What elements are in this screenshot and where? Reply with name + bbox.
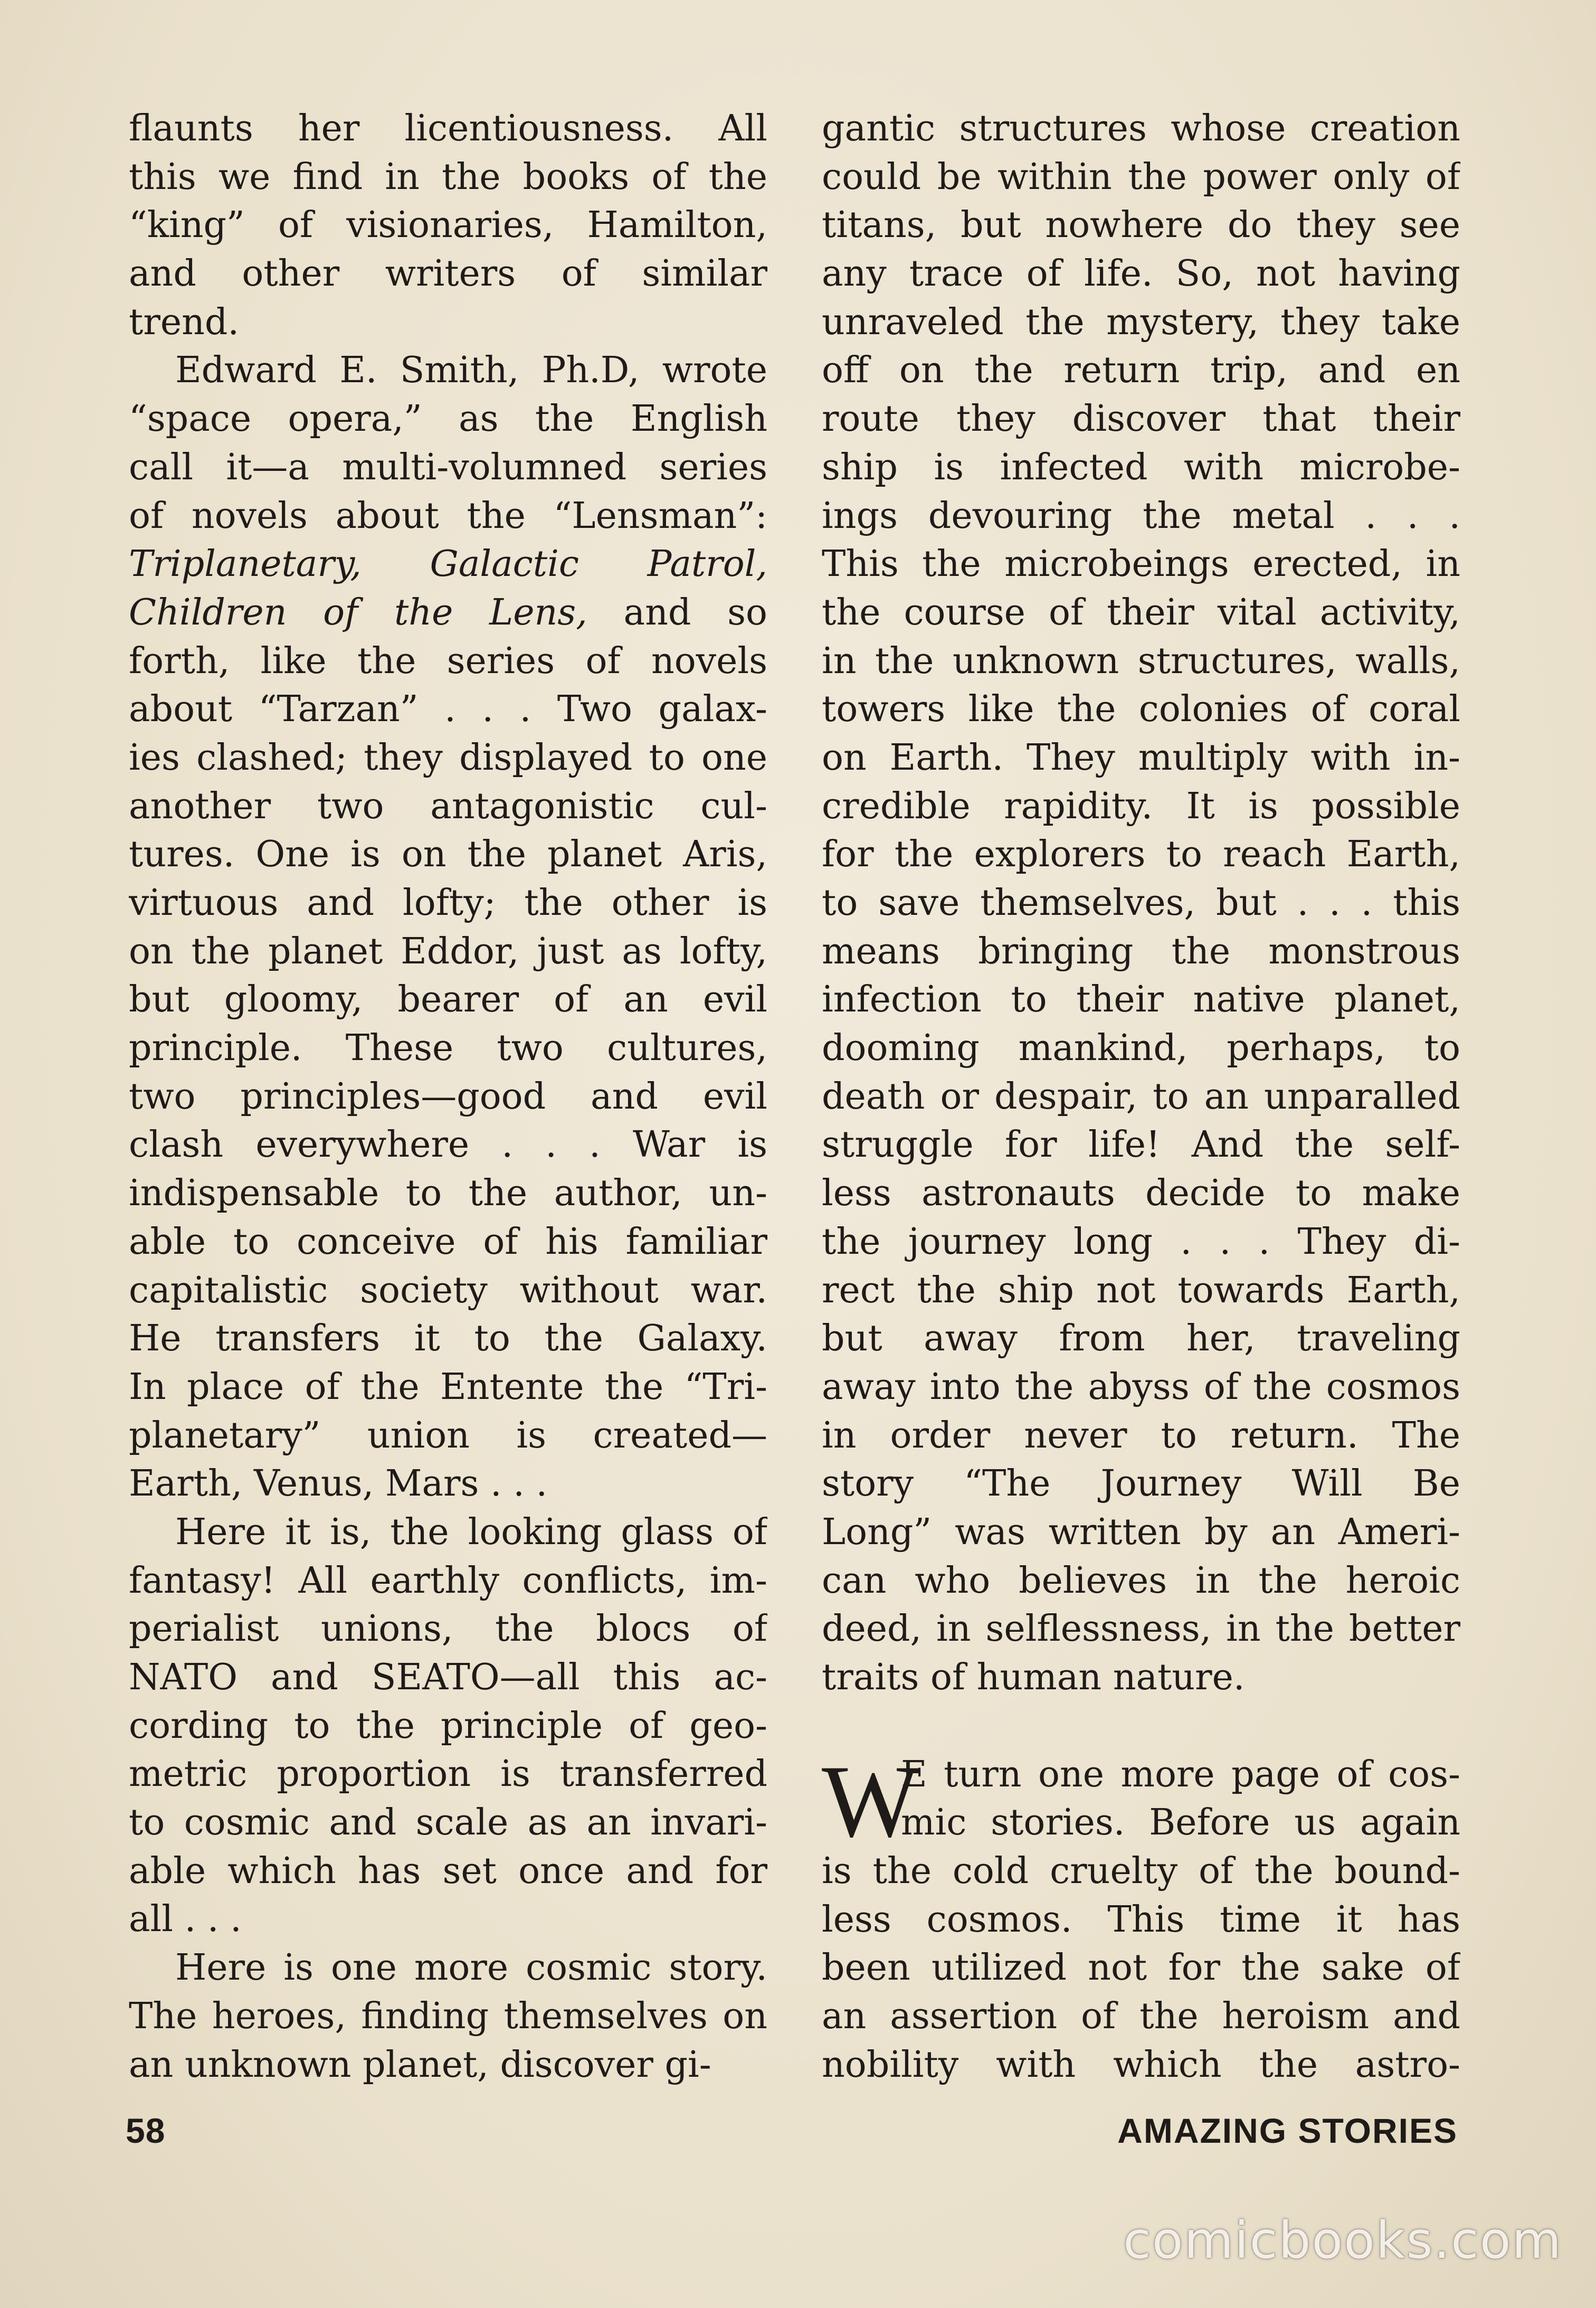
text-line: In place of the Entente the “Tri-: [129, 1366, 767, 1408]
right-text-column: [822, 105, 1460, 2089]
text-line: perialist unions, the blocs of: [129, 1608, 767, 1650]
magazine-title-footer: AMAZING STORIES: [1117, 2111, 1458, 2150]
text-line: off on the return trip, and en: [822, 349, 1460, 392]
text-line: flaunts her licentiousness. All: [129, 108, 767, 149]
text-line: can who believes in the heroic: [822, 1559, 1460, 1602]
text-line: The heroes, finding themselves on: [129, 1995, 767, 2037]
text-line: story “The Journey Will Be: [822, 1463, 1460, 1505]
text-line: able to conceive of his familiar: [129, 1221, 767, 1263]
text-line: planetary” union is created—: [129, 1414, 767, 1456]
text-line: away into the abyss of the cosmos: [822, 1366, 1460, 1408]
text-line: titans, but nowhere do they see: [822, 204, 1460, 247]
text-line: able which has set once and for: [129, 1850, 767, 1892]
text-line: NATO and SEATO—all this ac-: [129, 1657, 767, 1698]
text-line: towers like the colonies of coral: [822, 688, 1460, 731]
text-line: the course of their vital activity,: [822, 591, 1460, 633]
text-line: route they discover that their: [822, 398, 1460, 440]
text-line: but gloomy, bearer of an evil: [129, 979, 767, 1021]
text-line: indispensable to the author, un-: [129, 1172, 767, 1215]
text-line: on the planet Eddor, just as lofty,: [129, 930, 767, 972]
text-line: fantasy! All earthly conflicts, im-: [129, 1559, 767, 1602]
text-line: nobility with which the astro-: [822, 2044, 1460, 2086]
text-line: call it—a multi-volumned series: [129, 446, 767, 488]
text-line: principle. These two cultures,: [129, 1027, 767, 1070]
text-line: could be within the power only of: [822, 156, 1460, 198]
text-line: the journey long . . . They di-: [822, 1221, 1460, 1263]
text-line: for the explorers to reach Earth,: [822, 834, 1460, 876]
text-line: traits of human nature.: [822, 1657, 1245, 1698]
text-line: mic stories. Before us again: [901, 1802, 1460, 1844]
text-line: about “Tarzan” . . . Two galax-: [129, 688, 767, 731]
text-line: forth, like the series of novels: [129, 640, 767, 682]
text-line: trend.: [129, 301, 240, 343]
text-line: clash everywhere . . . War is: [129, 1124, 767, 1166]
text-line: less astronauts decide to make: [822, 1172, 1460, 1215]
text-line: been utilized not for the sake of: [822, 1947, 1460, 1989]
text-line: credible rapidity. It is possible: [822, 785, 1460, 827]
text-line: and other writers of similar: [129, 253, 767, 295]
drop-cap-letter: W: [822, 1744, 919, 1859]
text-line: Long” was written by an Ameri-: [822, 1511, 1460, 1553]
text-line: an unknown planet, discover gi-: [129, 2044, 711, 2086]
text-line: less cosmos. This time it has: [822, 1898, 1460, 1941]
text-line: any trace of life. So, not having: [822, 253, 1460, 295]
text-line: in the unknown structures, walls,: [822, 640, 1460, 682]
section-two: [822, 1744, 1460, 2089]
text-line: He transfers it to the Galaxy.: [129, 1318, 767, 1360]
text-line: ies clashed; they displayed to one: [129, 736, 767, 779]
text-line: unraveled the mystery, they take: [822, 301, 1460, 343]
text-line: Triplanetary, Galactic Patrol,: [129, 543, 767, 585]
text-line: E turn one more page of cos-: [901, 1753, 1460, 1795]
text-line: gantic structures whose creation: [822, 108, 1460, 149]
text-line: Children of the Lens, and so: [129, 591, 767, 633]
text-line: Here it is, the looking glass of: [175, 1511, 767, 1553]
text-line: but away from her, traveling: [822, 1318, 1460, 1360]
text-line: infection to their native planet,: [822, 979, 1460, 1021]
text-line: tures. One is on the planet Aris,: [129, 834, 767, 876]
text-line: Here is one more cosmic story.: [175, 1947, 767, 1989]
text-line: ings devouring the metal . . .: [822, 495, 1460, 537]
text-line: means bringing the monstrous: [822, 930, 1460, 972]
left-text-column: [129, 105, 767, 2089]
text-line: cording to the principle of geo-: [129, 1705, 767, 1747]
text-line: capitalistic society without war.: [129, 1269, 767, 1311]
watermark: comicbooks.com: [1123, 2211, 1562, 2270]
text-line: struggle for life! And the self-: [822, 1124, 1460, 1166]
text-line: death or despair, to an unparalled: [822, 1075, 1460, 1118]
text-line: another two antagonistic cul-: [129, 785, 767, 827]
text-line: to save themselves, but . . . this: [822, 882, 1460, 924]
text-line: of novels about the “Lensman”:: [129, 495, 767, 537]
page-number: 58: [126, 2111, 166, 2150]
text-line: two principles—good and evil: [129, 1075, 767, 1118]
text-line: “king” of visionaries, Hamilton,: [129, 204, 767, 247]
text-line: Earth, Venus, Mars . . .: [129, 1463, 548, 1505]
text-line: ship is infected with microbe-: [822, 446, 1460, 488]
text-line: in order never to return. The: [822, 1414, 1460, 1456]
text-line: Edward E. Smith, Ph.D, wrote: [175, 349, 767, 392]
text-line: virtuous and lofty; the other is: [129, 882, 767, 924]
text-line: this we find in the books of the: [129, 156, 767, 198]
text-line: dooming mankind, perhaps, to: [822, 1027, 1460, 1070]
text-line: This the microbeings erected, in: [822, 543, 1460, 585]
text-line: rect the ship not towards Earth,: [822, 1269, 1460, 1311]
text-line: on Earth. They multiply with in-: [822, 736, 1460, 779]
text-line: to cosmic and scale as an invari-: [129, 1802, 767, 1844]
text-line: metric proportion is transferred: [129, 1753, 767, 1795]
text-line: an assertion of the heroism and: [822, 1995, 1460, 2038]
text-line: is the cold cruelty of the bound-: [822, 1850, 1460, 1893]
text-line: all . . .: [129, 1898, 242, 1941]
text-line: deed, in selflessness, in the better: [822, 1608, 1460, 1650]
text-line: “space opera,” as the English: [129, 398, 767, 440]
